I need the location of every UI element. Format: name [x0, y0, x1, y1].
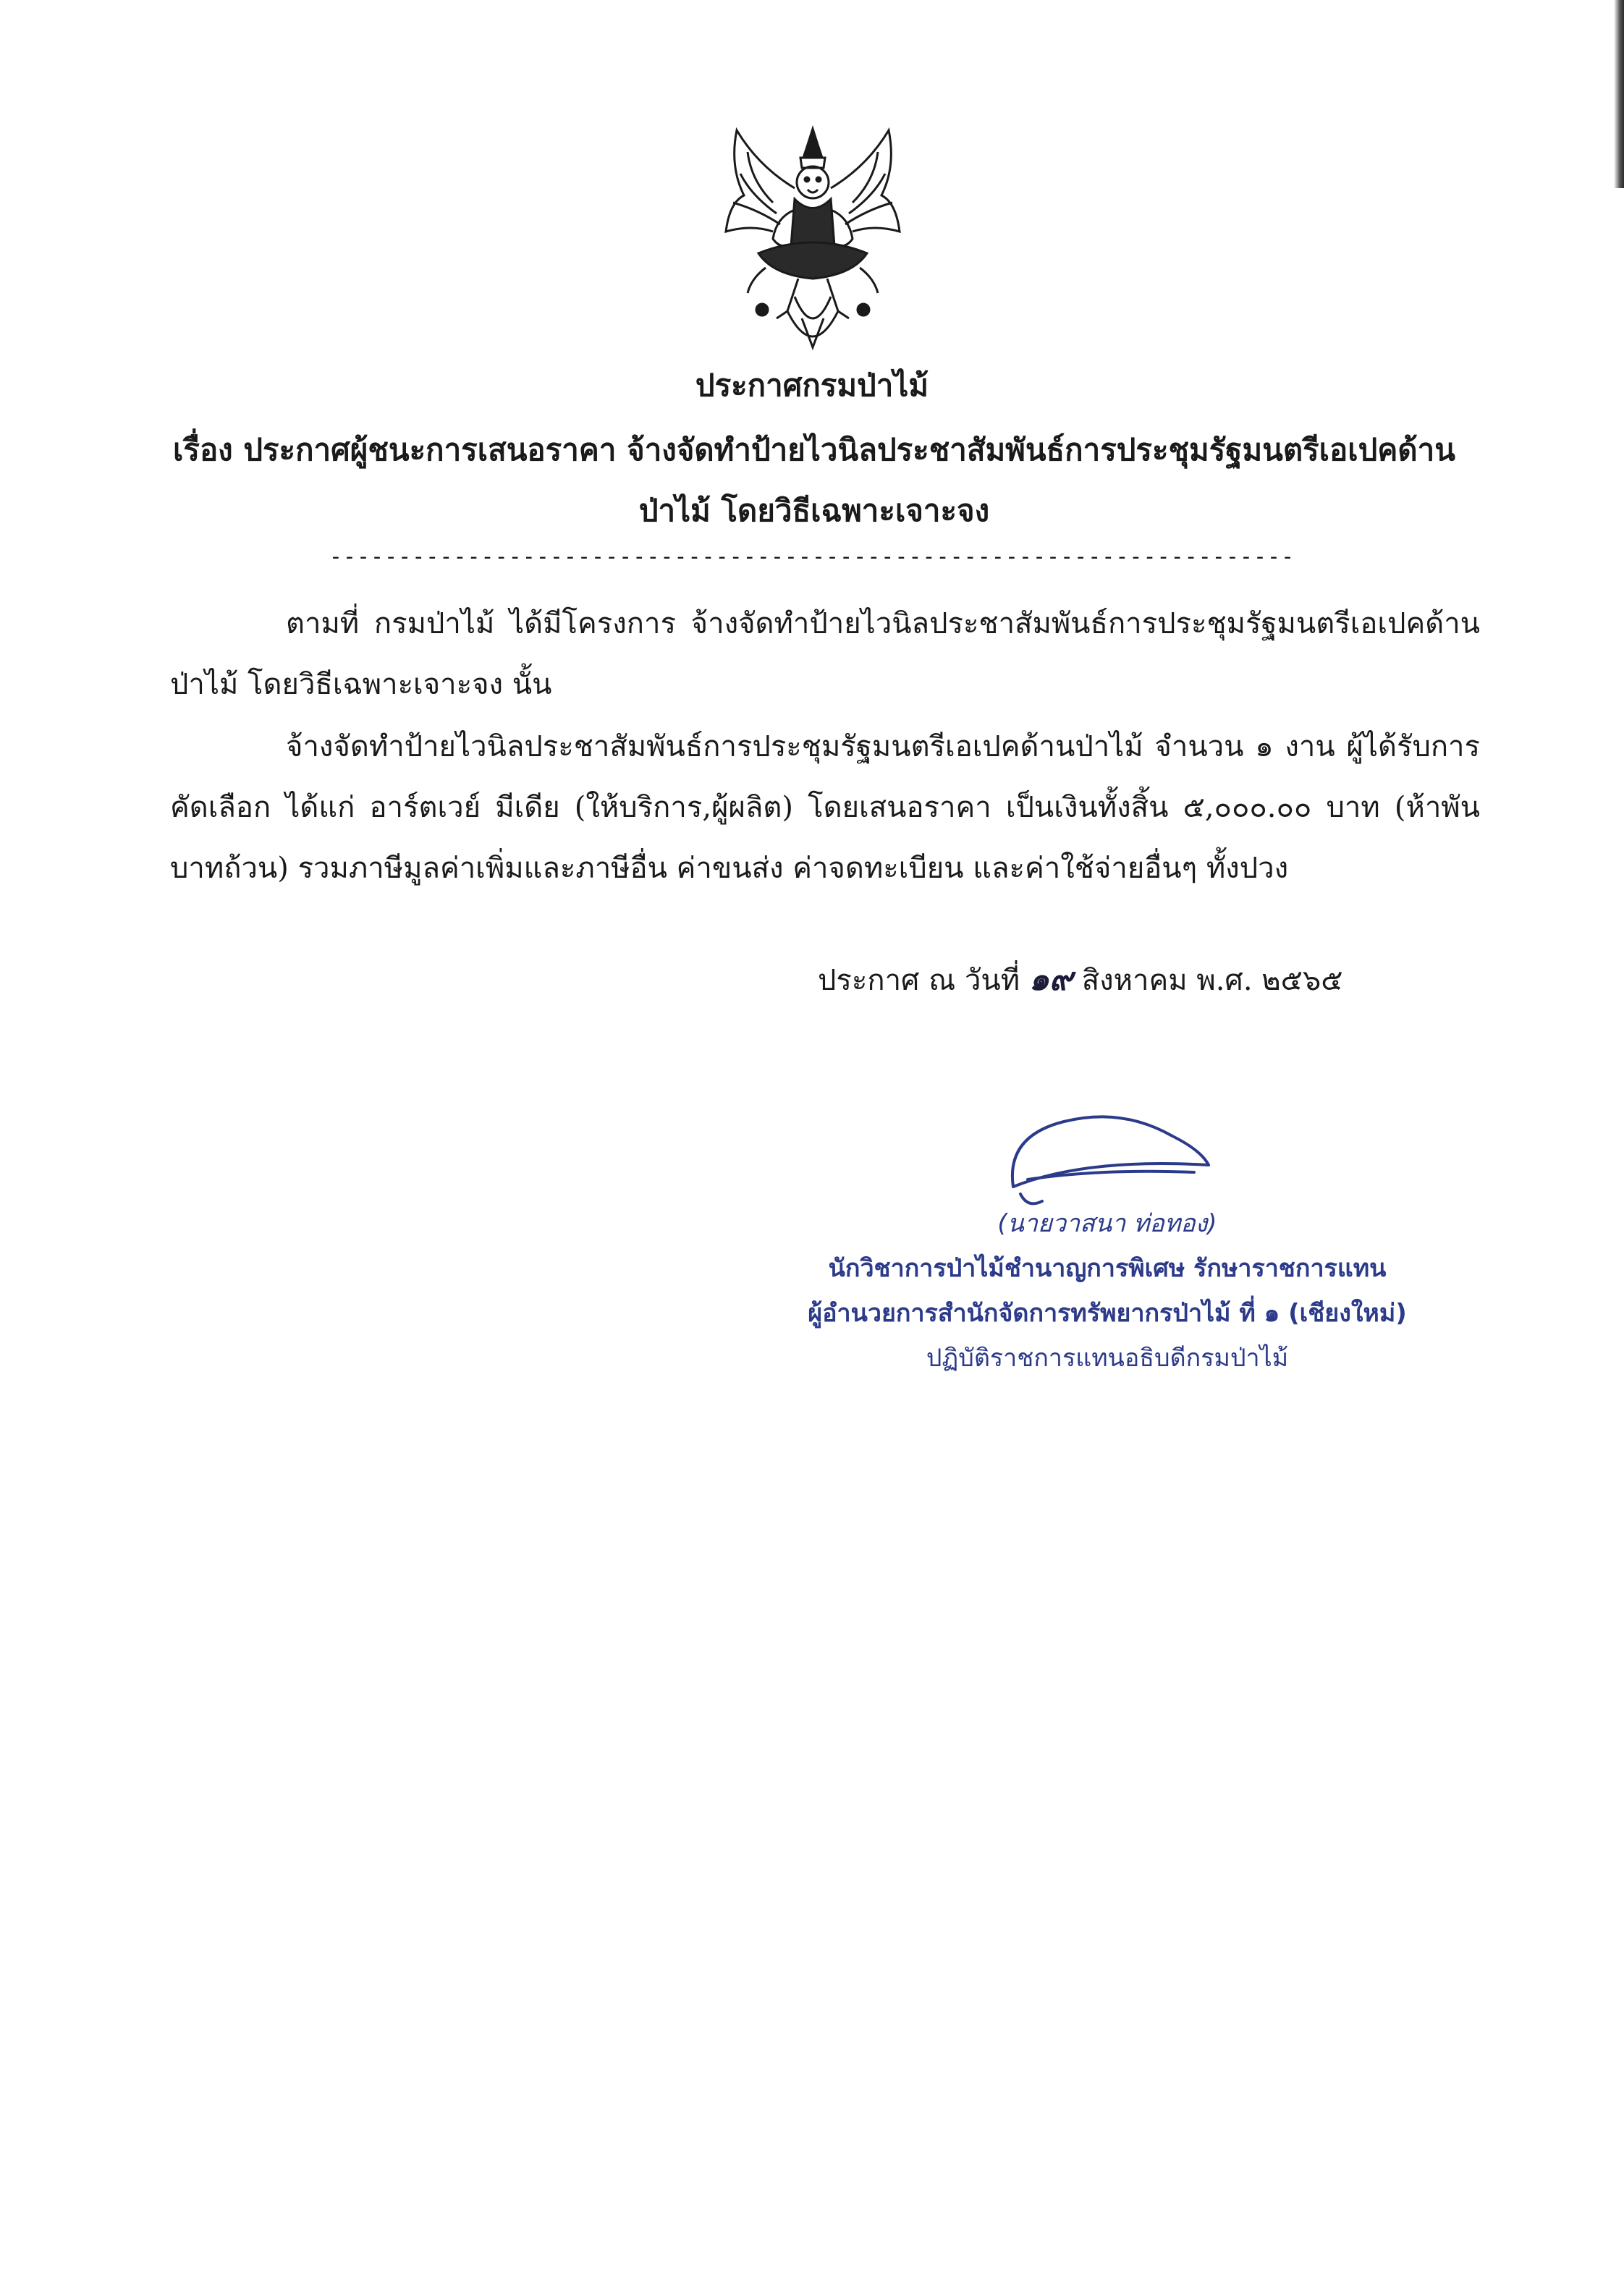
signatory-acting-for: ปฏิบัติราชการแทนอธิบดีกรมป่าไม้ — [926, 1344, 1289, 1373]
signatory-block — [796, 1201, 1418, 1381]
header-divider: ---------------------------------------------------------------------- — [329, 544, 1295, 569]
announcement-date — [818, 954, 1343, 1004]
date-day: ๑๙ — [1028, 961, 1073, 998]
signatory-position: นักวิชาการป่าไม้ชำนาญการพิเศษ รักษาราชการแทน — [828, 1254, 1387, 1283]
signatory-office: ผู้อำนวยการสำนักจัดการทรัพยากรป่าไม้ ที่ ๑ (เชียงใหม่) — [808, 1299, 1407, 1328]
date-suffix: สิงหาคม พ.ศ. ๒๕๖๕ — [1081, 964, 1343, 997]
scan-edge-shadow — [1614, 0, 1624, 188]
paragraph-2-text: จ้างจัดทำป้ายไวนิลประชาสัมพันธ์การประชุมรัฐมนตรีเอเปคด้านป่าไม้ จำนวน ๑ งาน ผู้ได้รับการคัดเลือก ได้แก่ อาร์ตเวย์ มีเดีย (ให้บริการ,ผู้ผลิต) โดยเสนอราคา เป็นเงินทั้งสิ้น ๕,๐๐๐.๐๐ บาท (ห้าพันบาทถ้วน) รวมภาษีมูลค่าเพิ่มและภาษีอื่น ค่าขนส่ง ค่าจดทะเบียน และค่าใช้จ่ายอื่นๆ ทั้งปวง — [170, 730, 1480, 885]
document-subject: เรื่อง ประกาศผู้ชนะการเสนอราคา จ้างจัดทำป้ายไวนิลประชาสัมพันธ์การประชุมรัฐมนตรีเอเปคด้านป่าไม้ โดยวิธีเฉพาะเจาะจง — [173, 432, 1455, 528]
body-paragraph-2 — [170, 716, 1480, 899]
body-paragraph-1 — [170, 593, 1480, 715]
paragraph-1-text: ตามที่ กรมป่าไม้ ได้มีโครงการ จ้างจัดทำป้ายไวนิลประชาสัมพันธ์การประชุมรัฐมนตรีเอเปคด้านป่าไม้ โดยวิธีเฉพาะเจาะจง นั้น — [170, 607, 1480, 701]
date-prefix: ประกาศ ณ วันที่ — [818, 964, 1020, 997]
document-title: ประกาศกรมป่าไม้ — [695, 368, 929, 403]
garuda-emblem-icon — [708, 123, 918, 362]
signatory-name: (นายวาสนา ท่อทอง) — [997, 1209, 1217, 1238]
